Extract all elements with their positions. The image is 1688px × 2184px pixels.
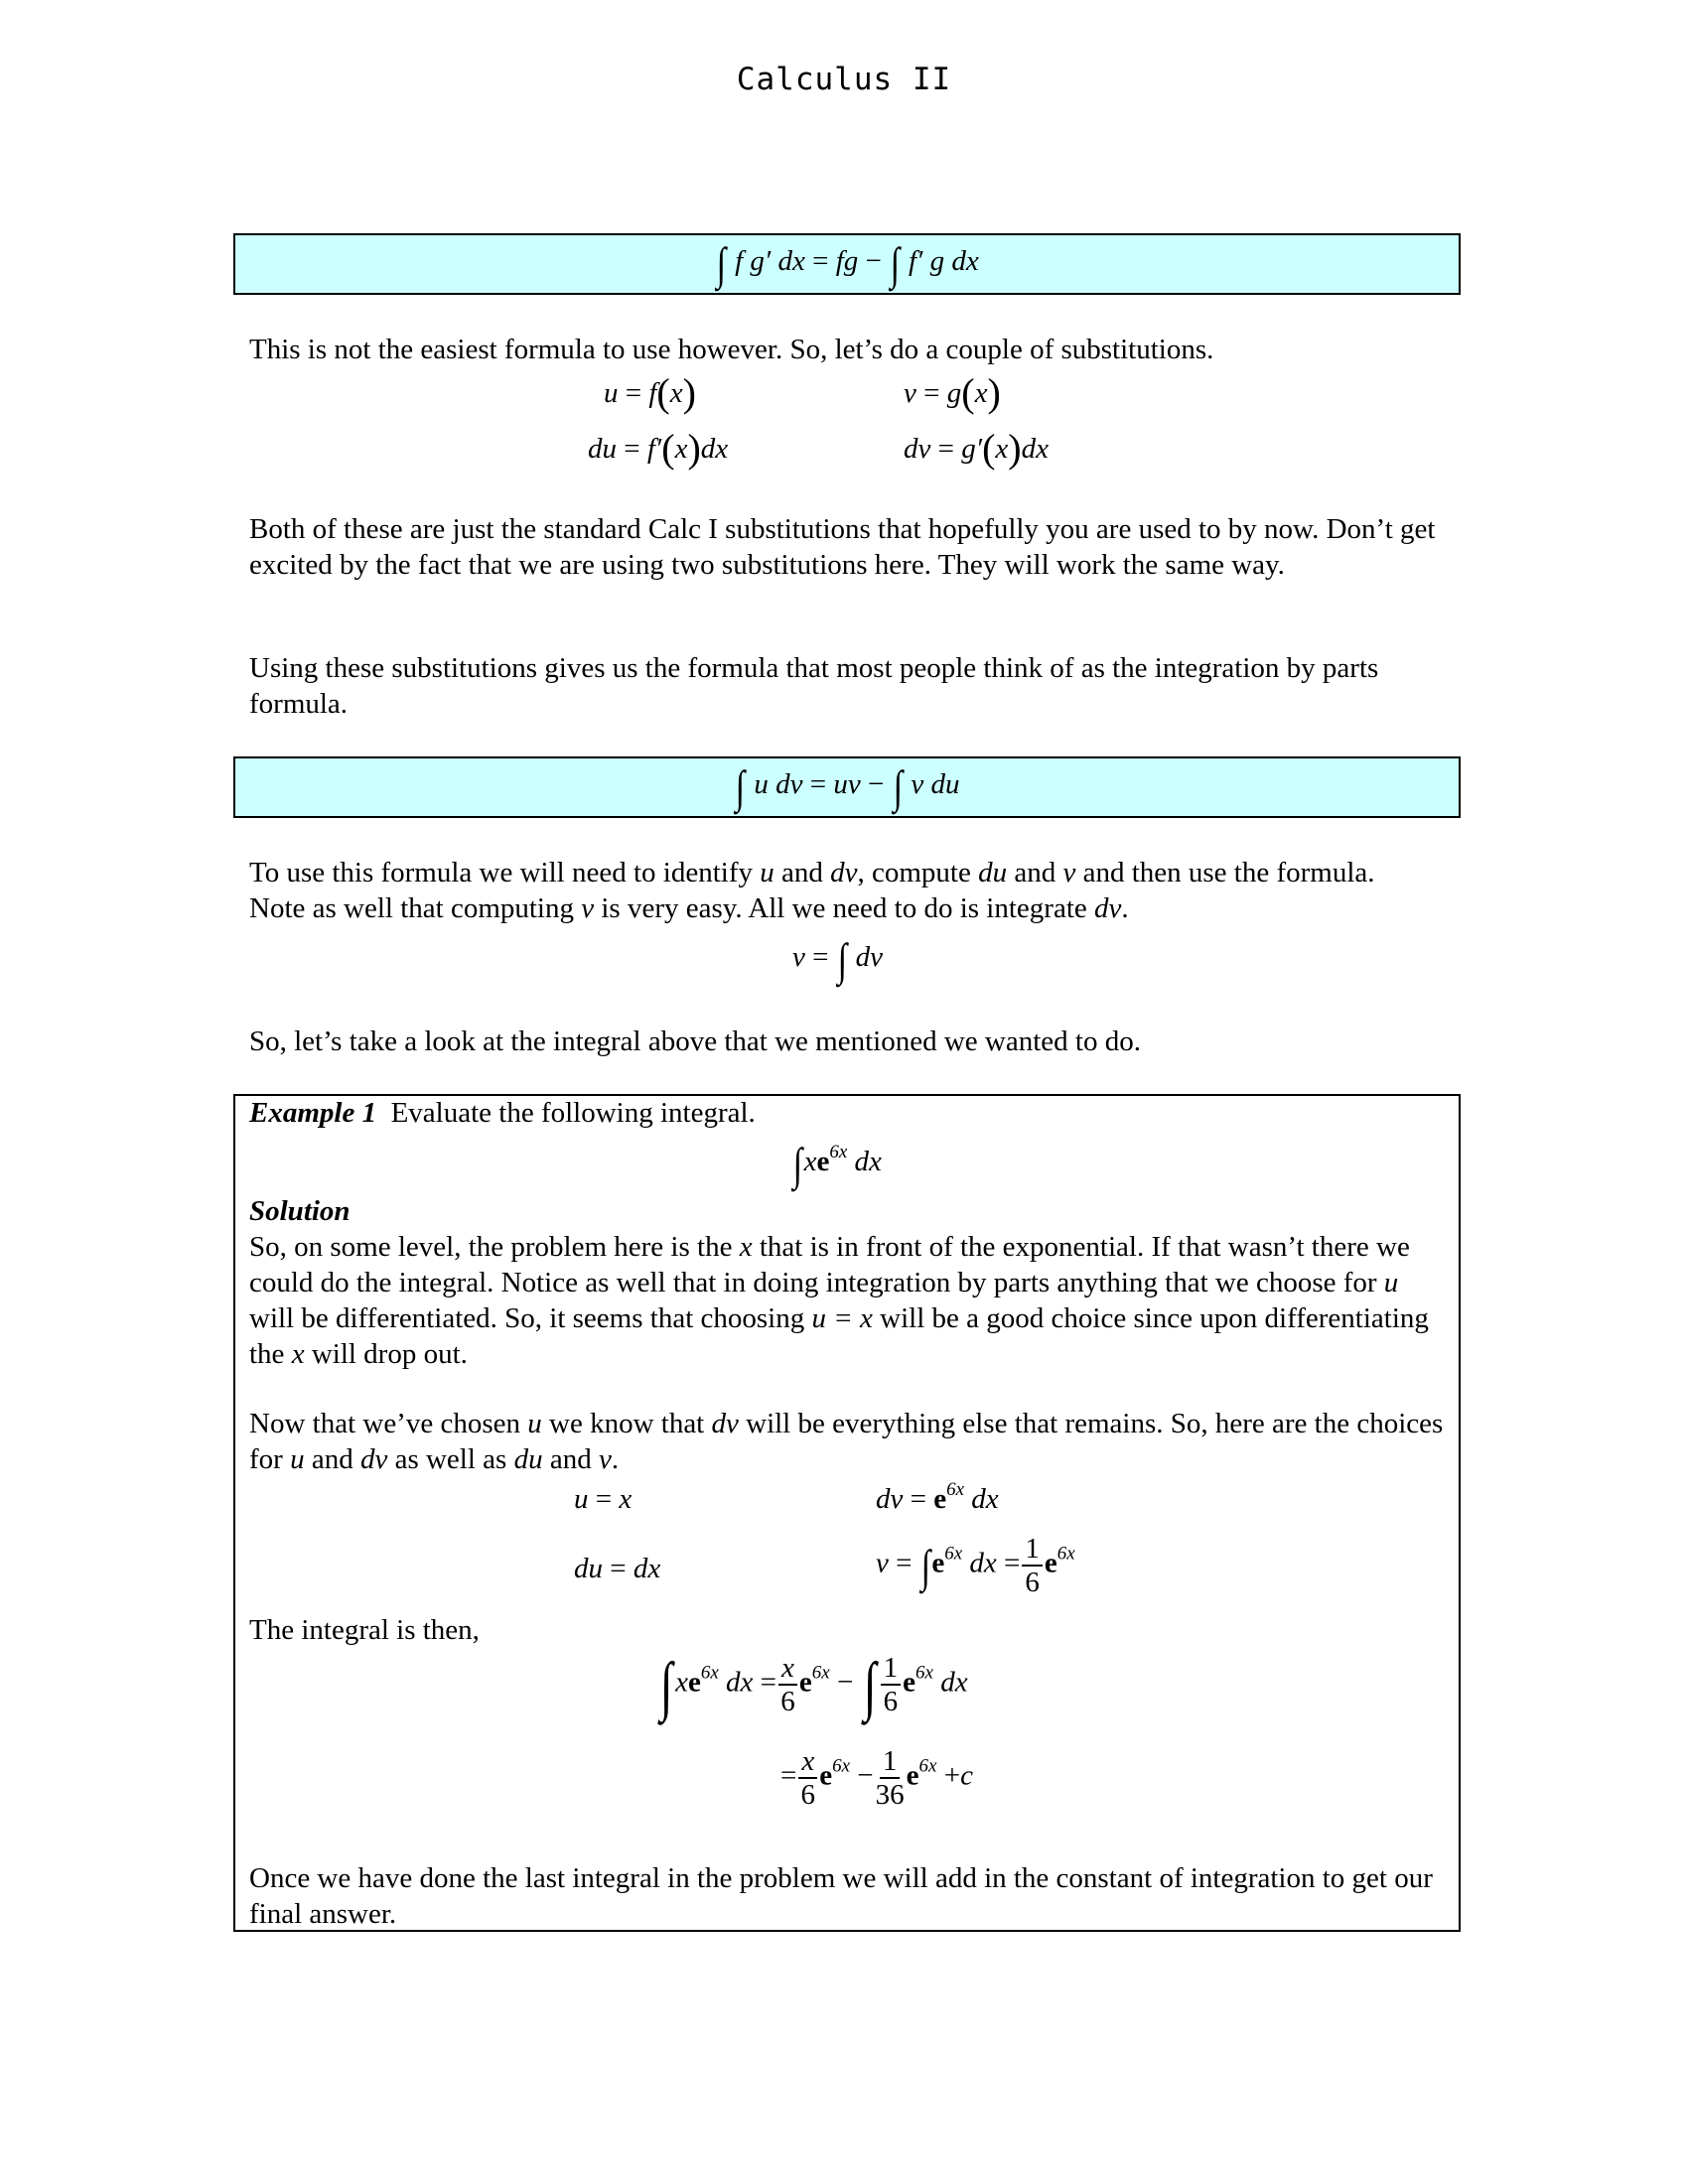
example-label: Example 1 xyxy=(249,1097,377,1129)
choice-u: u = x xyxy=(574,1483,633,1515)
intro-paragraph-2: Both of these are just the standard Calc I substitutions that hopefully you are used to by now. Don’t get excited by the fact that we are using two substitutions here. They will work the same way. xyxy=(249,513,1436,581)
sub-dv: dv = g′(x)dx xyxy=(904,426,1049,471)
choice-v: $v = \int e^{6x}$ dx = $\frac{1}{6}$ $e^{6x}$ xyxy=(876,1533,1075,1598)
sub-v: v = g(x) xyxy=(904,370,1001,415)
example-integral: $\int xe^{6x}$ dx xyxy=(792,1139,882,1189)
formula-box-parts-udv xyxy=(233,756,1461,818)
v-integral-equation: v = ∫ dv xyxy=(792,934,883,985)
closing-paragraph: Once we have done the last integral in the problem we will add in the constant of integration to get our final answer. xyxy=(249,1862,1433,1930)
then-text: The integral is then, xyxy=(249,1614,480,1646)
example-heading xyxy=(249,1095,1446,1131)
formula-box-parts-fg xyxy=(233,233,1461,295)
result-line-2: = $\frac{x}{6}$ $e^{6x}$ − $\frac{1}{36}$ $e^{6x} +c$ xyxy=(780,1745,973,1811)
sub-u: u = f(x) xyxy=(604,370,696,415)
choice-du: du = dx xyxy=(574,1553,661,1584)
intro-paragraph-1: This is not the easiest formula to use however. So, let’s do a couple of substitutions. xyxy=(249,334,1214,365)
lead-in-paragraph: So, let’s take a look at the integral above that we mentioned we wanted to do. xyxy=(249,1025,1141,1057)
choice-dv: dv = $e^{6x}$ dx xyxy=(876,1479,999,1515)
example-prompt: Evaluate the following integral. xyxy=(390,1097,756,1129)
solution-paragraph-1: So, on some level, the problem here is the x that is in front of the exponential. If that wasn’t there we could do the integral. Notice as well that in doing integration by parts anything that we choose for u will be differentiated. So, it seems that choosing u = x will be a good choice since upon differentiating the x will drop out. xyxy=(249,1231,1429,1370)
usage-paragraph: To use this formula we will need to identify u and dv, compute du and v and then use the formula. Note as well that computing v is very easy. All we need to do is integrate dv. xyxy=(249,857,1375,924)
intro-paragraph-3: Using these substitutions gives us the formula that most people think of as the integration by parts formula. xyxy=(249,652,1379,720)
page-header: Calculus II xyxy=(736,62,952,97)
result-line-1: $\int xe^{6x}$ dx = $\frac{x}{6}$ $e^{6x}$ − ∫ $\frac{1}{6}$ $e^{6x}$ dx xyxy=(659,1649,968,1722)
formula-udv: ∫ u dv = uv − ∫ v du xyxy=(736,761,960,812)
solution-paragraph-2: Now that we’ve chosen u we know that dv will be everything else that remains. So, here are the choices for u and dv as well as du and v. xyxy=(249,1408,1444,1475)
formula-fg: ∫ f g′ dx = fg − ∫ f′ g dx xyxy=(716,238,979,289)
solution-label: Solution xyxy=(249,1195,351,1227)
sub-du: du = f′(x)dx xyxy=(588,426,729,471)
